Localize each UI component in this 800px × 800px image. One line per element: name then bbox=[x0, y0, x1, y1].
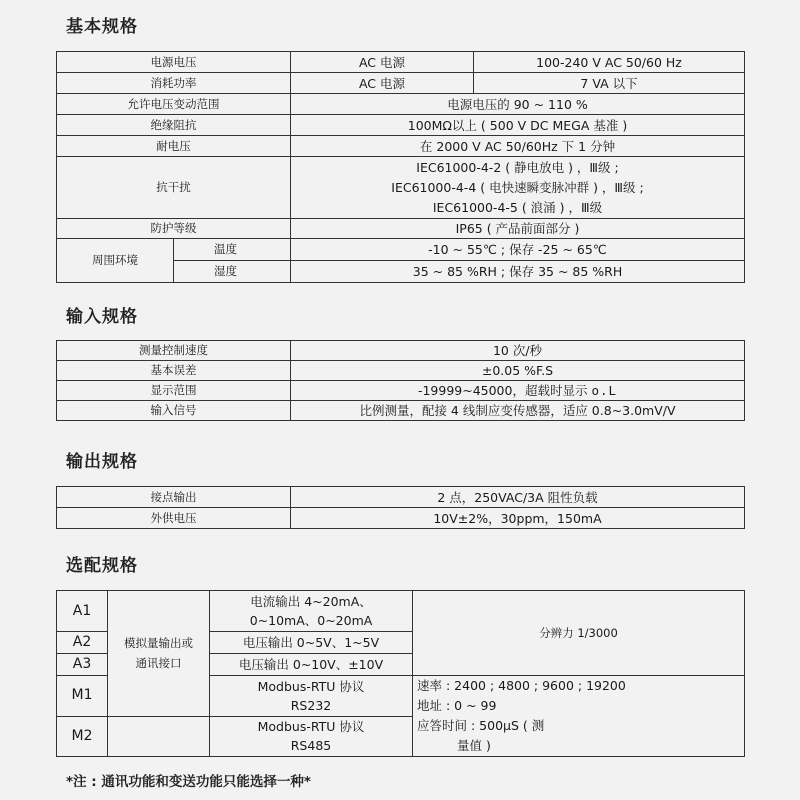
option-group-label-line: 模拟量输出或 bbox=[124, 636, 193, 651]
row-label-error: 基本误差 bbox=[57, 361, 291, 381]
display-range-text: -19999~45000，超载时显示 bbox=[417, 383, 588, 398]
option-desc-line: RS232 bbox=[290, 697, 332, 713]
consumption-value: 7 VA 以下 bbox=[474, 73, 745, 94]
row-label-supply: 外供电压 bbox=[57, 508, 291, 529]
row-label-withstand: 耐电压 bbox=[57, 136, 291, 157]
voltage-range-value: 电源电压的 90 ~ 110 % bbox=[291, 94, 745, 115]
table-row bbox=[57, 591, 745, 632]
option-group-label-line: 通讯接口 bbox=[135, 656, 182, 671]
table-row bbox=[57, 487, 745, 508]
immunity-line: IEC61000-4-5 ( 浪涌 ) ，Ⅲ级 bbox=[432, 199, 603, 215]
section-title-input: 输入规格 bbox=[66, 307, 138, 327]
row-label-immunity: 抗干扰 bbox=[57, 157, 291, 219]
option-desc-line: Modbus-RTU 协议 bbox=[257, 678, 365, 694]
row-label-speed: 测量控制速度 bbox=[57, 341, 291, 361]
section-title-output: 输出规格 bbox=[66, 452, 138, 472]
option-desc-m1 bbox=[210, 676, 413, 717]
option-desc-line: Modbus-RTU 协议 bbox=[257, 719, 365, 735]
hum-value: 35 ~ 85 %RH ; 保存 35 ~ 85 %RH bbox=[291, 261, 745, 283]
basic-spec-table bbox=[56, 51, 745, 283]
table-row bbox=[57, 115, 745, 136]
temp-value: -10 ~ 55℃ ; 保存 -25 ~ 65℃ bbox=[291, 239, 745, 261]
option-desc-m2 bbox=[210, 716, 413, 757]
hum-label: 湿度 bbox=[174, 261, 291, 283]
input-spec-table bbox=[56, 340, 745, 421]
temp-label: 温度 bbox=[174, 239, 291, 261]
table-row bbox=[57, 341, 745, 361]
table-row bbox=[57, 157, 745, 219]
section-title-basic: 基本规格 bbox=[66, 17, 138, 37]
table-row bbox=[57, 361, 745, 381]
row-label-signal: 输入信号 bbox=[57, 401, 291, 421]
consumption-type: AC 电源 bbox=[291, 73, 474, 94]
insulation-value: 100MΩ以上 ( 500 V DC MEGA 基准 ) bbox=[291, 115, 745, 136]
withstand-value: 在 2000 V AC 50/60Hz 下 1 分钟 bbox=[291, 136, 745, 157]
overload-glyph: o.L bbox=[591, 383, 618, 398]
row-label-voltage-range: 允许电压变动范围 bbox=[57, 94, 291, 115]
immunity-line: IEC61000-4-4 ( 电快速瞬变脉冲群 ) ，Ⅲ级 ; bbox=[391, 179, 644, 195]
table-row bbox=[57, 94, 745, 115]
option-desc-a2: 电压输出 0~5V、1~5V bbox=[210, 632, 413, 654]
comm-response-cont: 量值 ) bbox=[457, 738, 491, 753]
row-label-protection: 防护等级 bbox=[57, 219, 291, 239]
option-code-a1: A1 bbox=[57, 591, 108, 632]
comm-params bbox=[413, 676, 745, 757]
supply-value: 10V±2%，30ppm，150mA bbox=[291, 508, 745, 529]
option-desc-line: 0~10mA、0~20mA bbox=[249, 613, 373, 628]
option-desc-line: 电流输出 4~20mA、 bbox=[250, 594, 372, 609]
option-group-label bbox=[108, 591, 210, 717]
option-code-m2: M2 bbox=[57, 716, 108, 757]
option-group-label-empty bbox=[108, 716, 210, 757]
table-row bbox=[57, 219, 745, 239]
comm-response: 应答时间 : 500μS ( 测 bbox=[417, 718, 545, 733]
power-type: AC 电源 bbox=[291, 52, 474, 73]
table-row bbox=[57, 381, 745, 401]
table-row bbox=[57, 508, 745, 529]
power-voltage-value: 100-240 V AC 50/60 Hz bbox=[474, 52, 745, 73]
footnote: *注 : 通讯功能和变送功能只能选择一种* bbox=[66, 774, 311, 790]
comm-address: 地址 : 0 ~ 99 bbox=[417, 698, 497, 713]
immunity-line: IEC61000-4-2 ( 静电放电 ) ，Ⅲ级 ; bbox=[416, 159, 619, 175]
error-value: ±0.05 %F.S bbox=[291, 361, 745, 381]
protection-value: IP65 ( 产品前面部分 ) bbox=[291, 219, 745, 239]
table-row bbox=[57, 52, 745, 73]
row-label-contact: 接点输出 bbox=[57, 487, 291, 508]
display-value bbox=[291, 381, 745, 401]
table-row bbox=[57, 73, 745, 94]
option-desc-line: RS485 bbox=[290, 738, 332, 754]
table-row bbox=[57, 401, 745, 421]
row-label-power-voltage: 电源电压 bbox=[57, 52, 291, 73]
row-label-power-consumption: 消耗功率 bbox=[57, 73, 291, 94]
signal-value: 比例测量，配接 4 线制应变传感器，适应 0.8~3.0mV/V bbox=[291, 401, 745, 421]
option-code-m1: M1 bbox=[57, 676, 108, 717]
table-row bbox=[57, 239, 745, 261]
option-desc-a3: 电压输出 0~10V、±10V bbox=[210, 654, 413, 676]
contact-value: 2 点，250VAC/3A 阻性负载 bbox=[291, 487, 745, 508]
row-label-insulation: 绝缘阻抗 bbox=[57, 115, 291, 136]
output-spec-table bbox=[56, 486, 745, 529]
section-title-options: 选配规格 bbox=[66, 556, 138, 576]
table-row bbox=[57, 136, 745, 157]
option-code-a2: A2 bbox=[57, 632, 108, 654]
row-label-environment: 周围环境 bbox=[57, 239, 174, 283]
option-code-a3: A3 bbox=[57, 654, 108, 676]
comm-rate: 速率 : 2400 ; 4800 ; 9600 ; 19200 bbox=[417, 678, 626, 693]
immunity-value bbox=[291, 157, 745, 219]
options-spec-table bbox=[56, 590, 745, 757]
speed-value: 10 次/秒 bbox=[291, 341, 745, 361]
row-label-display: 显示范围 bbox=[57, 381, 291, 401]
option-desc-a1 bbox=[210, 591, 413, 632]
resolution-value: 分辨力 1/3000 bbox=[413, 591, 745, 676]
